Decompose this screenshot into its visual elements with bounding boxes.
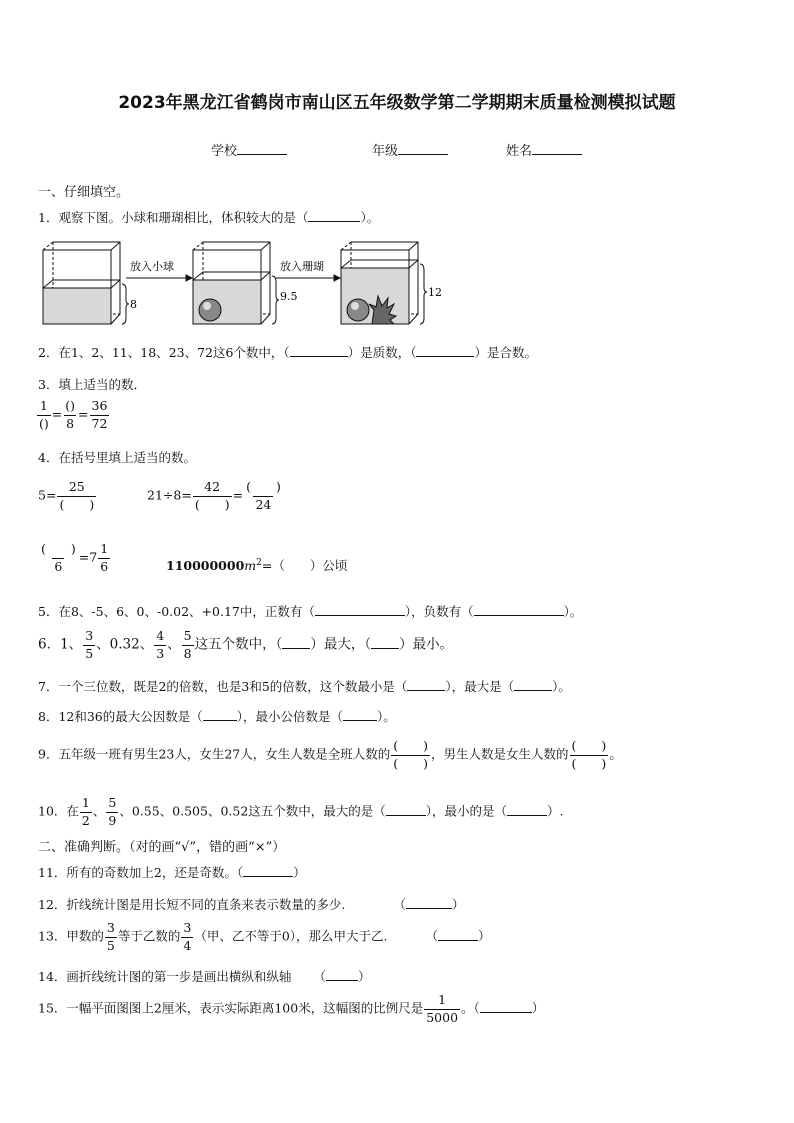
question-13: 13．甲数的 $\frac{3}{5}$ 等于乙数的 $\frac{3}{4}$ （甲、乙不等于0），那么甲大于乙. （ ） <box>38 920 491 953</box>
answer-blank[interactable] <box>308 210 360 222</box>
question-14: 14．画折线统计图的第一步是画出横纵和纵轴 （ ） <box>38 969 371 984</box>
height-label-1: 8 <box>130 298 137 311</box>
question-4-expr-4: $110000000m^2=$（ ）公顷 <box>166 557 348 573</box>
grade-field[interactable]: 年级 <box>372 140 448 159</box>
question-4-expr-3: $\frac{( )}{6}$ =7 $\frac{1}{6}$ <box>41 541 109 574</box>
question-6: 6．1、 $\frac{3}{5}$ 、0.32、 $\frac{4}{3}$ 、 $\frac{5}{8}$ 这五个数中，（ ）最大，（ ）最小。 <box>38 628 454 661</box>
question-2: 2．在1、2、11、18、23、72这6个数中，（ ）是质数，（ ）是合数。 <box>38 345 537 360</box>
page-title: 2023年黑龙江省鹤岗市南山区五年级数学第二学期期末质量检测模拟试题 <box>118 93 676 113</box>
question-8: 8．12和36的最大公因数是（ ），最小公倍数是（ ）。 <box>38 709 396 724</box>
name-field[interactable]: 姓名 <box>506 140 582 159</box>
question-15: 15．一幅平面图图上2厘米，表示实际距离100米，这幅图的比例尺是 $\frac{1}{5000}$ 。（ ） <box>38 992 545 1025</box>
question-11: 11．所有的奇数加上2，还是奇数。（ ） <box>38 865 306 880</box>
arrow-label-coral: 放入珊瑚 <box>280 260 324 273</box>
height-label-3: 12 <box>428 286 442 299</box>
question-4-expr-1: 5= $\frac{25}{( )}$ <box>38 479 95 512</box>
arrow-label-ball: 放入小球 <box>130 260 174 273</box>
question-7: 7．一个三位数，既是2的倍数，也是3和5的倍数，这个数最小是（ ），最大是（ ）。 <box>38 679 571 694</box>
question-1-figure <box>38 238 448 330</box>
question-4-expr-2: 21÷8= $\frac{42}{( )}$ = $\frac{( )}{24}$ <box>147 479 281 512</box>
question-9: 9．五年级一班有男生23人，女生27人，女生人数是全班人数的 $\frac{( )}{( )}$ ，男生人数是女生人数的 $\frac{( )}{( )}$ 。 <box>38 738 622 771</box>
school-field[interactable]: 学校 <box>211 140 287 159</box>
question-4: 4．在括号里填上适当的数。 <box>38 450 196 465</box>
section-1-heading: 一、仔细填空。 <box>38 185 130 200</box>
section-2-heading: 二、准确判断。（对的画“√”，错的画“×”） <box>38 840 286 855</box>
question-1: 1．观察下图。小球和珊瑚相比，体积较大的是（ ）。 <box>38 210 380 225</box>
question-3: 3．填上适当的数． <box>38 377 146 392</box>
question-3-fractions: $\frac{1}{()}$ = $\frac{()}{8}$ = $\frac{36}{72}$ <box>39 398 108 431</box>
question-10: 10．在 $\frac{1}{2}$ 、 $\frac{5}{9}$ 、0.55、0.505、0.52这五个数中，最大的是（ ），最小的是（ ）. <box>38 795 564 828</box>
question-5: 5．在8、-5、6、0、-0.02、+0.17中，正数有（ ），负数有（ ）。 <box>38 604 583 619</box>
question-12: 12．折线统计图是用长短不同的直条来表示数量的多少. （ ） <box>38 897 465 912</box>
height-label-2: 9.5 <box>280 290 298 303</box>
